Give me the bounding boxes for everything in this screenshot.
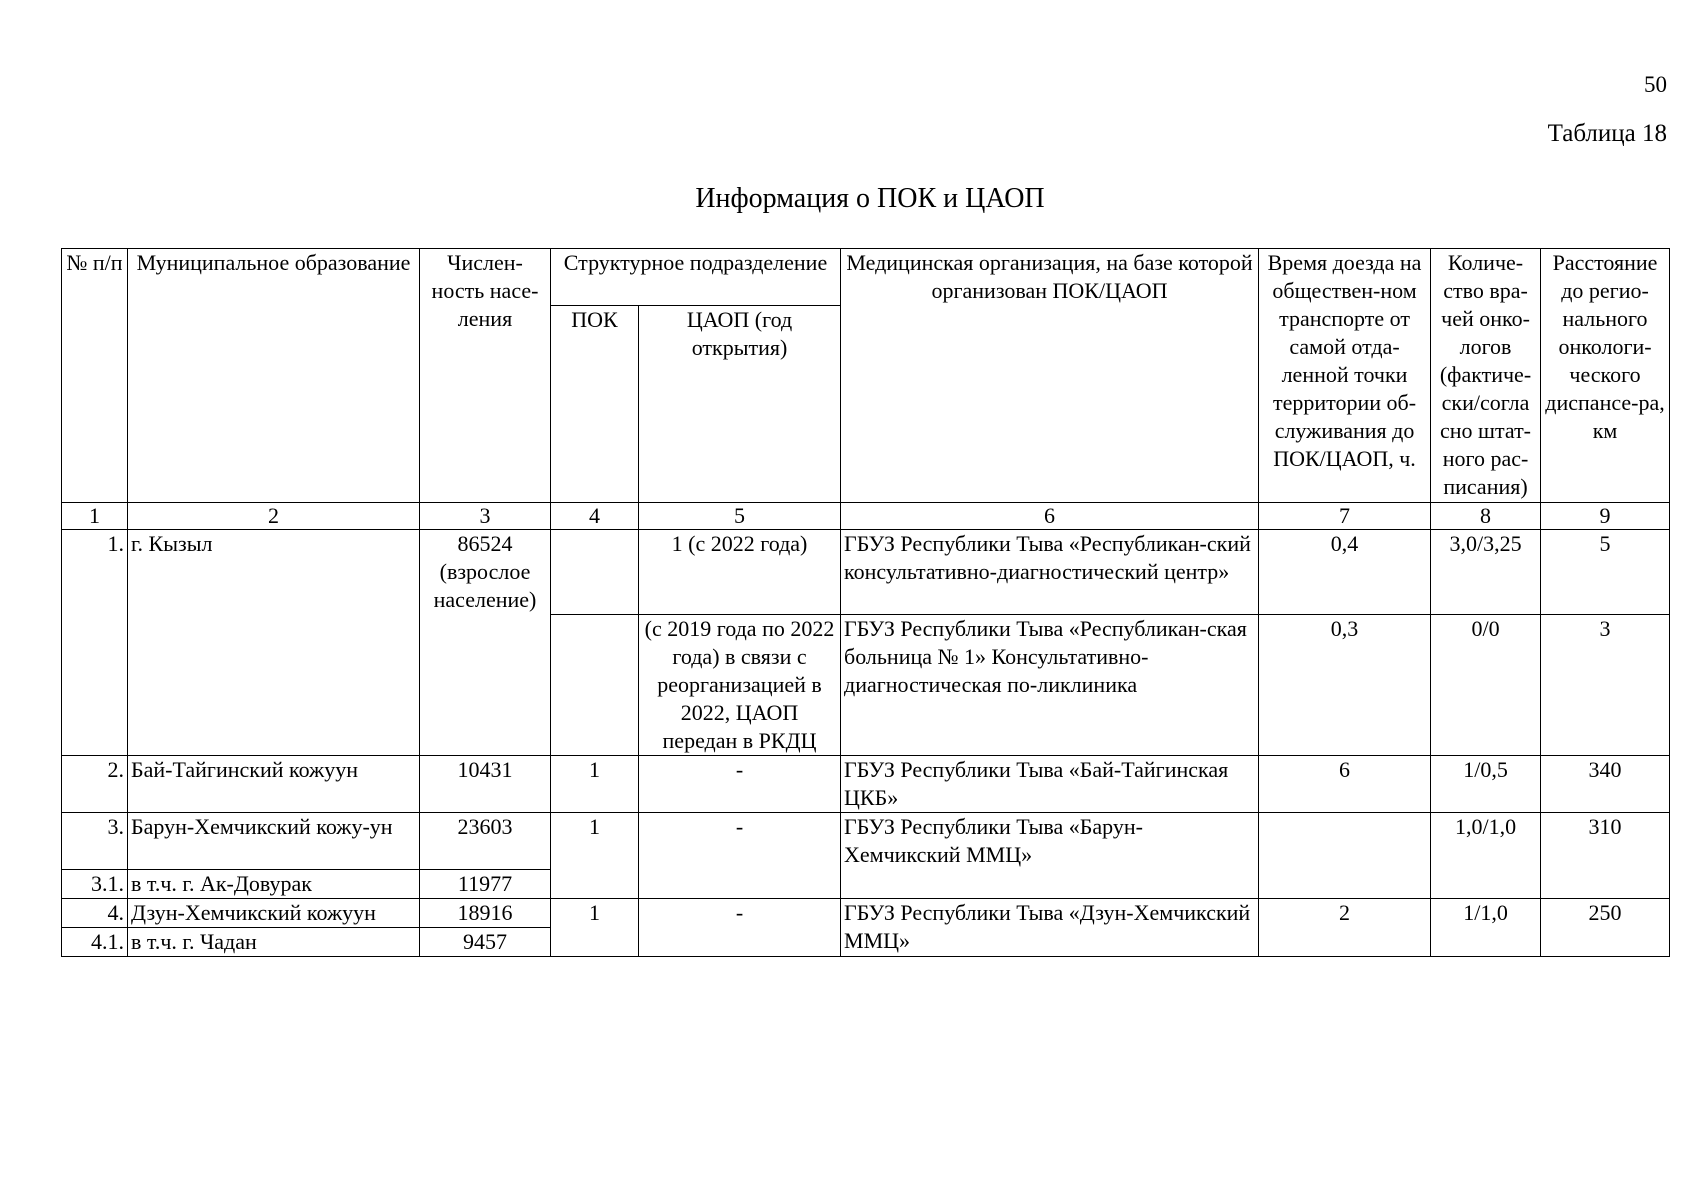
row-num: 3. xyxy=(62,813,128,870)
header-travel-time: Время доезда на обществен-ном транспорте от самой отда-ленной точки территории об-служивания до ПОК/ЦАОП, ч. xyxy=(1259,249,1431,503)
column-number: 7 xyxy=(1259,503,1431,530)
row-oncologists: 3,0/3,25 xyxy=(1431,530,1541,615)
column-number: 4 xyxy=(551,503,639,530)
row-pok xyxy=(551,530,639,615)
row-pok: 1 xyxy=(551,756,639,813)
row-tsaop: - xyxy=(639,899,841,957)
header-row-top xyxy=(62,249,1670,306)
row-population: 18916 xyxy=(420,899,551,928)
header-structural: Структурное подразделение xyxy=(551,249,841,306)
row-municipality: Бай-Тайгинский кожуун xyxy=(128,756,420,813)
table-label: Таблица 18 xyxy=(1547,120,1667,147)
row-organization: ГБУЗ Республики Тыва «Республикан-ский консультативно-диагностический центр» xyxy=(841,530,1259,615)
table-row xyxy=(62,813,1670,870)
row-organization: ГБУЗ Республики Тыва «Дзун-Хемчикский ММЦ» xyxy=(841,899,1259,957)
header-tsaop: ЦАОП (год открытия) xyxy=(639,306,841,503)
row-municipality: Дзун-Хемчикский кожуун xyxy=(128,899,420,928)
row-oncologists: 1/0,5 xyxy=(1431,756,1541,813)
row-tsaop: - xyxy=(639,813,841,899)
row-distance: 340 xyxy=(1541,756,1670,813)
header-municipality: Муниципальное образование xyxy=(128,249,420,503)
row-population: 10431 xyxy=(420,756,551,813)
row-municipality: в т.ч. г. Ак-Довурак xyxy=(128,870,420,899)
row-travel-time: 0,3 xyxy=(1259,615,1431,756)
row-num: 2. xyxy=(62,756,128,813)
row-num: 4.1. xyxy=(62,928,128,957)
header-population: Числен-ность насе-ления xyxy=(420,249,551,503)
row-tsaop: 1 (с 2022 года) xyxy=(639,530,841,615)
row-pok: 1 xyxy=(551,813,639,899)
row-organization: ГБУЗ Республики Тыва «Бай-Тайгинская ЦКБ» xyxy=(841,756,1259,813)
row-population: 9457 xyxy=(420,928,551,957)
row-distance: 5 xyxy=(1541,530,1670,615)
row-organization: ГБУЗ Республики Тыва «Республикан-ская больница № 1» Консультативно-диагностическая по-ликлиника xyxy=(841,615,1259,756)
table-row xyxy=(62,530,1670,615)
row-distance: 3 xyxy=(1541,615,1670,756)
column-number: 5 xyxy=(639,503,841,530)
row-tsaop: - xyxy=(639,756,841,813)
page-number: 50 xyxy=(1644,72,1667,97)
row-pok xyxy=(551,615,639,756)
table-row xyxy=(62,756,1670,813)
row-num: 3.1. xyxy=(62,870,128,899)
column-number: 2 xyxy=(128,503,420,530)
row-municipality: в т.ч. г. Чадан xyxy=(128,928,420,957)
row-oncologists: 1,0/1,0 xyxy=(1431,813,1541,899)
row-population: 86524 (взрослое население) xyxy=(420,530,551,756)
column-number: 3 xyxy=(420,503,551,530)
header-pok: ПОК xyxy=(551,306,639,503)
row-travel-time xyxy=(1259,813,1431,899)
header-num: № п/п xyxy=(62,249,128,503)
header-oncologists: Количе-ство вра-чей онко-логов (фактиче-ски/согла сно штат-ного рас-писания) xyxy=(1431,249,1541,503)
pok-tsaop-table xyxy=(61,248,1670,957)
row-num: 1. xyxy=(62,530,128,756)
row-pok: 1 xyxy=(551,899,639,957)
page-title: Информация о ПОК и ЦАОП xyxy=(695,183,1045,214)
row-municipality: Барун-Хемчикский кожу-ун xyxy=(128,813,420,870)
row-distance: 310 xyxy=(1541,813,1670,899)
header-distance: Расстояние до регио-нального онкологи-ческого диспансе-ра, км xyxy=(1541,249,1670,503)
column-number: 1 xyxy=(62,503,128,530)
row-municipality: г. Кызыл xyxy=(128,530,420,756)
row-tsaop: (с 2019 года по 2022 года) в связи с реорганизацией в 2022, ЦАОП передан в РКДЦ xyxy=(639,615,841,756)
row-travel-time: 0,4 xyxy=(1259,530,1431,615)
column-number: 9 xyxy=(1541,503,1670,530)
header-organization: Медицинская организация, на базе которой организован ПОК/ЦАОП xyxy=(841,249,1259,503)
column-number-row xyxy=(62,503,1670,530)
column-number: 8 xyxy=(1431,503,1541,530)
row-oncologists: 0/0 xyxy=(1431,615,1541,756)
row-travel-time: 2 xyxy=(1259,899,1431,957)
row-num: 4. xyxy=(62,899,128,928)
column-number: 6 xyxy=(841,503,1259,530)
row-distance: 250 xyxy=(1541,899,1670,957)
row-oncologists: 1/1,0 xyxy=(1431,899,1541,957)
row-population: 11977 xyxy=(420,870,551,899)
row-travel-time: 6 xyxy=(1259,756,1431,813)
row-organization: ГБУЗ Республики Тыва «Барун-Хемчикский ММЦ» xyxy=(841,813,1259,899)
row-population: 23603 xyxy=(420,813,551,870)
table-row xyxy=(62,899,1670,928)
